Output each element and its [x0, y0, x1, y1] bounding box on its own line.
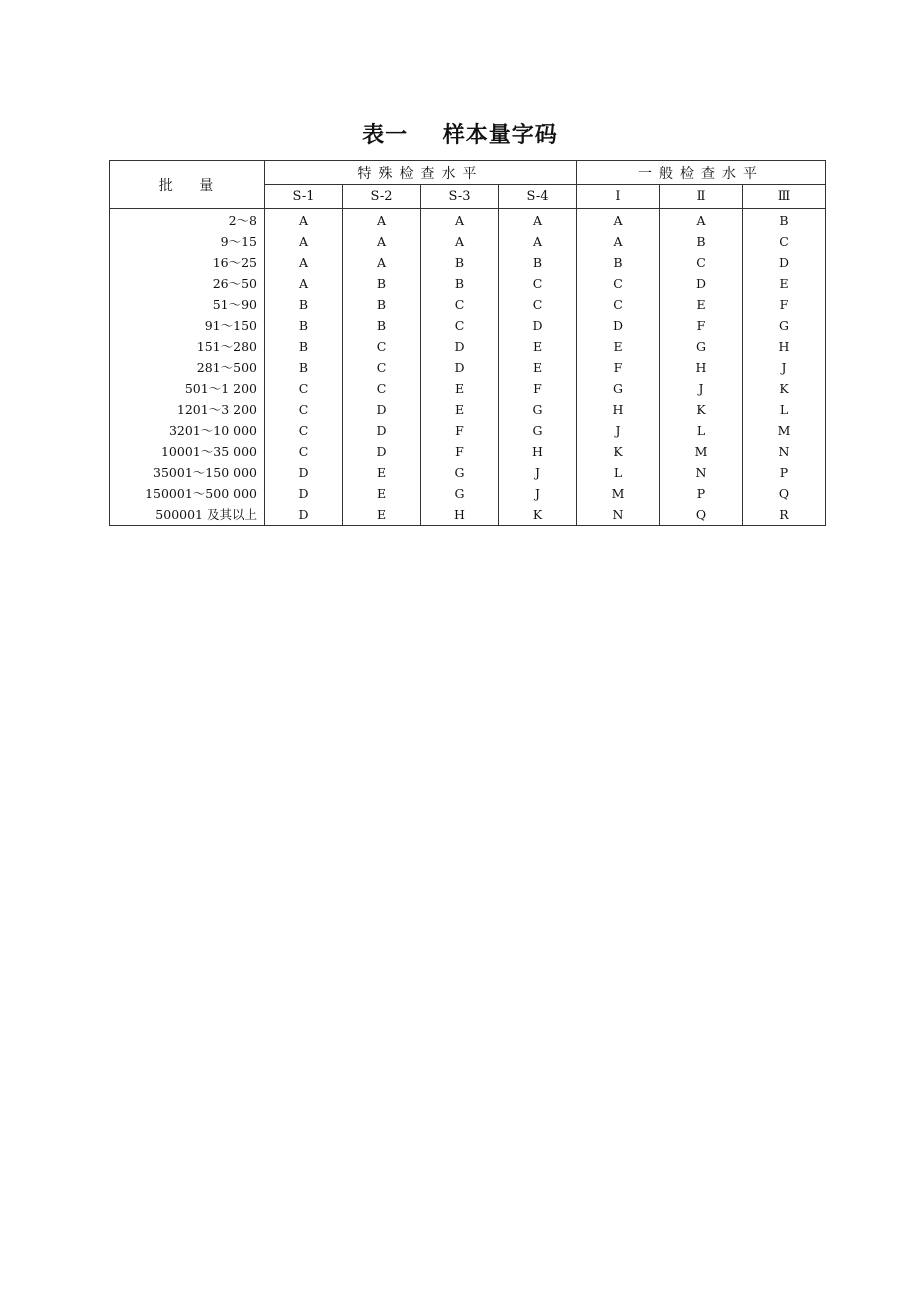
- sample-code-cell: P: [660, 483, 743, 504]
- lot-size-cell: 51～90: [110, 294, 265, 315]
- sample-code-cell: B: [421, 273, 499, 294]
- level-header-s3: S-3: [421, 185, 499, 209]
- level-header-s1: S-1: [265, 185, 343, 209]
- sample-code-cell: E: [499, 336, 577, 357]
- sample-code-cell: A: [265, 273, 343, 294]
- table-row: [110, 336, 826, 357]
- sample-code-cell: F: [499, 378, 577, 399]
- sample-code-cell: D: [265, 483, 343, 504]
- sample-code-cell: A: [499, 231, 577, 252]
- lot-size-cell: 1201～3 200: [110, 399, 265, 420]
- sample-code-cell: N: [660, 462, 743, 483]
- sample-code-cell: C: [343, 378, 421, 399]
- sample-code-cell: B: [743, 209, 826, 232]
- sample-code-cell: B: [343, 294, 421, 315]
- sample-code-cell: K: [577, 441, 660, 462]
- sample-code-cell: J: [660, 378, 743, 399]
- sample-code-cell: C: [343, 336, 421, 357]
- sample-code-cell: C: [265, 399, 343, 420]
- sample-code-cell: A: [265, 231, 343, 252]
- lot-size-cell: 10001～35 000: [110, 441, 265, 462]
- sample-code-cell: H: [421, 504, 499, 526]
- sample-code-cell: G: [660, 336, 743, 357]
- sample-code-cell: B: [660, 231, 743, 252]
- sample-code-cell: C: [265, 420, 343, 441]
- sample-code-cell: A: [660, 209, 743, 232]
- sample-code-cell: C: [421, 294, 499, 315]
- sample-code-cell: A: [265, 252, 343, 273]
- sample-code-cell: C: [660, 252, 743, 273]
- level-header-s4: S-4: [499, 185, 577, 209]
- sample-code-cell: L: [743, 399, 826, 420]
- sample-code-cell: E: [343, 462, 421, 483]
- sample-code-cell: F: [743, 294, 826, 315]
- sample-code-cell: G: [499, 399, 577, 420]
- sample-code-cell: E: [577, 336, 660, 357]
- table-body: [110, 209, 826, 526]
- sample-code-cell: G: [499, 420, 577, 441]
- table-row: [110, 357, 826, 378]
- sample-code-cell: Q: [660, 504, 743, 526]
- table-row: [110, 420, 826, 441]
- sample-code-cell: N: [577, 504, 660, 526]
- sample-code-cell: C: [265, 378, 343, 399]
- lot-size-cell: 150001～500 000: [110, 483, 265, 504]
- table-row: [110, 504, 826, 526]
- table-row: [110, 294, 826, 315]
- general-inspection-level-header: 一般检查水平: [577, 161, 826, 185]
- table-row: [110, 315, 826, 336]
- sample-code-cell: E: [660, 294, 743, 315]
- sample-code-cell: B: [577, 252, 660, 273]
- table-row: [110, 231, 826, 252]
- sample-code-cell: C: [343, 357, 421, 378]
- sample-code-cell: C: [577, 294, 660, 315]
- sample-code-cell: E: [499, 357, 577, 378]
- sample-code-cell: A: [421, 209, 499, 232]
- sample-code-cell: Q: [743, 483, 826, 504]
- level-header-ii: Ⅱ: [660, 185, 743, 209]
- sample-code-cell: L: [660, 420, 743, 441]
- sample-code-cell: E: [743, 273, 826, 294]
- sample-code-cell: J: [743, 357, 826, 378]
- lot-size-cell: 500001 及其以上: [110, 504, 265, 526]
- sample-code-cell: C: [577, 273, 660, 294]
- lot-size-cell: 9～15: [110, 231, 265, 252]
- sample-code-cell: C: [265, 441, 343, 462]
- sample-code-cell: F: [660, 315, 743, 336]
- sample-code-cell: J: [499, 462, 577, 483]
- sample-size-code-table: [109, 160, 826, 526]
- sample-code-cell: H: [577, 399, 660, 420]
- lot-size-cell: 501～1 200: [110, 378, 265, 399]
- sample-code-cell: H: [743, 336, 826, 357]
- lot-size-cell: 35001～150 000: [110, 462, 265, 483]
- page-title: 表一 样本量字码: [362, 123, 558, 148]
- sample-code-cell: G: [743, 315, 826, 336]
- sample-code-cell: D: [265, 504, 343, 526]
- sample-code-cell: C: [499, 294, 577, 315]
- lot-size-header: 批 量: [110, 161, 265, 209]
- sample-code-cell: J: [577, 420, 660, 441]
- lot-size-cell: 151～280: [110, 336, 265, 357]
- lot-size-cell: 2～8: [110, 209, 265, 232]
- table-row: [110, 399, 826, 420]
- table-row: [110, 252, 826, 273]
- sample-code-cell: C: [743, 231, 826, 252]
- sample-code-cell: A: [265, 209, 343, 232]
- sample-code-cell: N: [743, 441, 826, 462]
- sample-code-cell: K: [660, 399, 743, 420]
- sample-code-cell: H: [499, 441, 577, 462]
- sample-code-cell: B: [499, 252, 577, 273]
- sample-code-cell: E: [343, 504, 421, 526]
- sample-code-cell: D: [343, 441, 421, 462]
- sample-code-cell: M: [577, 483, 660, 504]
- header-row-groups: [110, 161, 826, 185]
- sample-code-cell: B: [343, 273, 421, 294]
- sample-code-cell: C: [499, 273, 577, 294]
- sample-code-cell: L: [577, 462, 660, 483]
- sample-code-cell: A: [577, 231, 660, 252]
- table-row: [110, 378, 826, 399]
- lot-size-cell: 3201～10 000: [110, 420, 265, 441]
- table-row: [110, 273, 826, 294]
- sample-code-cell: B: [265, 336, 343, 357]
- sample-code-cell: D: [421, 336, 499, 357]
- sample-code-cell: D: [343, 420, 421, 441]
- sample-code-cell: A: [499, 209, 577, 232]
- sample-code-cell: R: [743, 504, 826, 526]
- sample-code-cell: D: [343, 399, 421, 420]
- sample-code-cell: B: [265, 357, 343, 378]
- lot-size-cell: 26～50: [110, 273, 265, 294]
- special-inspection-level-header: 特殊检查水平: [265, 161, 577, 185]
- sample-code-cell: J: [499, 483, 577, 504]
- sample-code-cell: K: [743, 378, 826, 399]
- sample-code-cell: B: [265, 315, 343, 336]
- sample-code-cell: F: [577, 357, 660, 378]
- lot-size-cell: 91～150: [110, 315, 265, 336]
- sample-code-cell: D: [265, 462, 343, 483]
- sample-code-cell: D: [743, 252, 826, 273]
- sample-code-cell: A: [421, 231, 499, 252]
- lot-size-cell: 281～500: [110, 357, 265, 378]
- level-header-s2: S-2: [343, 185, 421, 209]
- sample-code-cell: D: [660, 273, 743, 294]
- sample-code-cell: E: [421, 378, 499, 399]
- sample-code-cell: M: [660, 441, 743, 462]
- sample-code-cell: G: [577, 378, 660, 399]
- sample-code-cell: C: [421, 315, 499, 336]
- sample-code-cell: A: [343, 209, 421, 232]
- table-row: [110, 209, 826, 232]
- sample-code-cell: D: [577, 315, 660, 336]
- table-row: [110, 462, 826, 483]
- sample-code-cell: E: [421, 399, 499, 420]
- table-row: [110, 441, 826, 462]
- sample-code-cell: A: [343, 231, 421, 252]
- sample-code-cell: K: [499, 504, 577, 526]
- sample-code-cell: B: [343, 315, 421, 336]
- sample-code-cell: H: [660, 357, 743, 378]
- level-header-i: Ⅰ: [577, 185, 660, 209]
- level-header-iii: Ⅲ: [743, 185, 826, 209]
- sample-code-cell: B: [265, 294, 343, 315]
- sample-code-cell: G: [421, 462, 499, 483]
- sample-code-cell: A: [343, 252, 421, 273]
- lot-size-cell: 16～25: [110, 252, 265, 273]
- sample-code-cell: D: [421, 357, 499, 378]
- table-row: [110, 483, 826, 504]
- sample-code-cell: E: [343, 483, 421, 504]
- sample-code-cell: P: [743, 462, 826, 483]
- sample-code-cell: A: [577, 209, 660, 232]
- sample-code-cell: F: [421, 441, 499, 462]
- sample-code-cell: F: [421, 420, 499, 441]
- sample-code-cell: B: [421, 252, 499, 273]
- sample-code-cell: M: [743, 420, 826, 441]
- sample-code-cell: D: [499, 315, 577, 336]
- sample-code-cell: G: [421, 483, 499, 504]
